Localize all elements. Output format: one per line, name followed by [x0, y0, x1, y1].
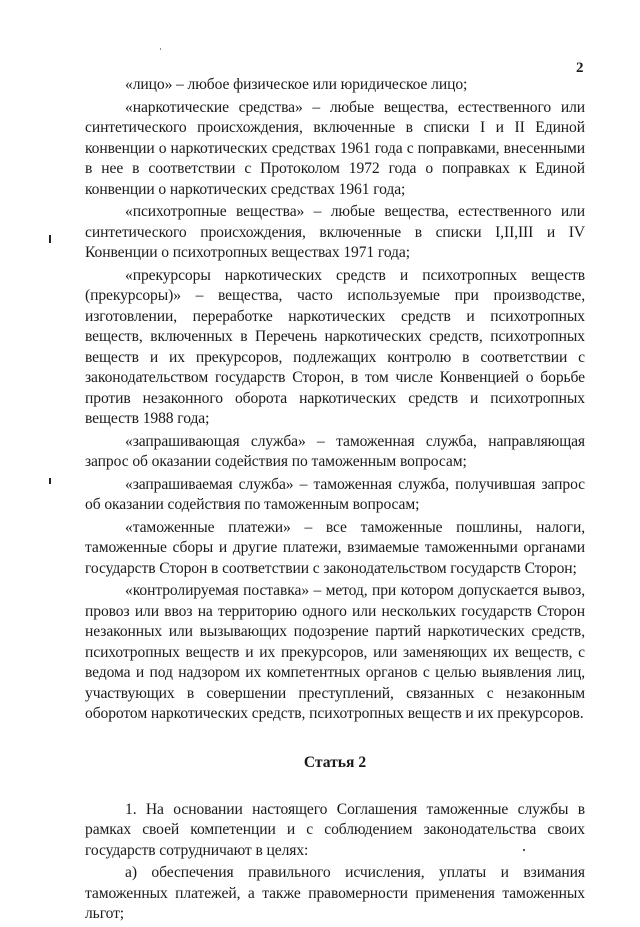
definition-paragraph: «таможенные платежи» – все таможенные пошлины, налоги, таможенные сборы и другие платежи, взимаемые таможенными органами государств Сторон в соответствии с законодательством государств Сторон; [85, 518, 585, 577]
article-title: Статья 2 [303, 753, 367, 771]
scan-speck [160, 48, 161, 50]
article-paragraph: 1. На основании настоящего Соглашения таможенные службы в рамках своей компетенции и с соблюдением законодательства своих государств сотрудничают в целях: [85, 800, 585, 859]
definition-paragraph: «прекурсоры наркотических средств и психотропных веществ (прекурсоры)» – вещества, часто используемые при производстве, изготовлении, переработке наркотических средств и психотропных веществ, включенных в Перечень наркотических средств, психотропных веществ и их прекурсоров, подлежащих контролю в соответствии с законодательством государств Сторон, в том числе Конвенцией о борьбе против незаконного оборота наркотических средств и психотропных веществ 1988 года; [85, 266, 585, 427]
scan-mark [49, 478, 51, 484]
page-number: 2 [576, 60, 584, 76]
definition-paragraph: «запрашивающая служба» – таможенная служба, направляющая запрос об оказании содействия по таможенным вопросам; [85, 432, 585, 470]
scan-mark [49, 235, 51, 243]
definition-paragraph: «контролируемая поставка» – метод, при котором допускается вывоз, провоз или ввоз на территорию одного или нескольких государств Сторон незаконных или вызывающих подозрение партий наркотических средств, психотропных веществ и их прекурсоров, или заменяющих их веществ, с ведома и под надзором их компетентных органов с целью выявления лиц, участвующих в совершении преступлений, связанных с незаконным оборотом наркотических средств, психотропных веществ и их прекурсоров. [85, 582, 585, 722]
definition-paragraph: «лицо» – любое физическое или юридическое лицо; [125, 76, 468, 93]
article-paragraph: а) обеспечения правильного исчисления, уплаты и взимания таможенных платежей, а также правомерности применения таможенных льгот; [85, 864, 585, 922]
document-body [85, 75, 585, 927]
definition-paragraph: «психотропные вещества» – любые вещества, естественного или синтетического происхождения, включенные в списки I,II,III и IV Конвенции о психотропных веществах 1971 года; [85, 203, 585, 261]
definition-paragraph: «запрашиваемая служба» – таможенная служба, получившая запрос об оказании содействия по таможенным вопросам; [85, 475, 585, 513]
definition-paragraph: «наркотические средства» – любые вещества, естественного или синтетического происхождения, включенные в списки I и II Единой конвенции о наркотических средствах 1961 года с поправками, внесенными в нее в соответствии с Протоколом 1972 года о поправках к Единой конвенции о наркотических средствах 1961 года; [85, 98, 585, 198]
